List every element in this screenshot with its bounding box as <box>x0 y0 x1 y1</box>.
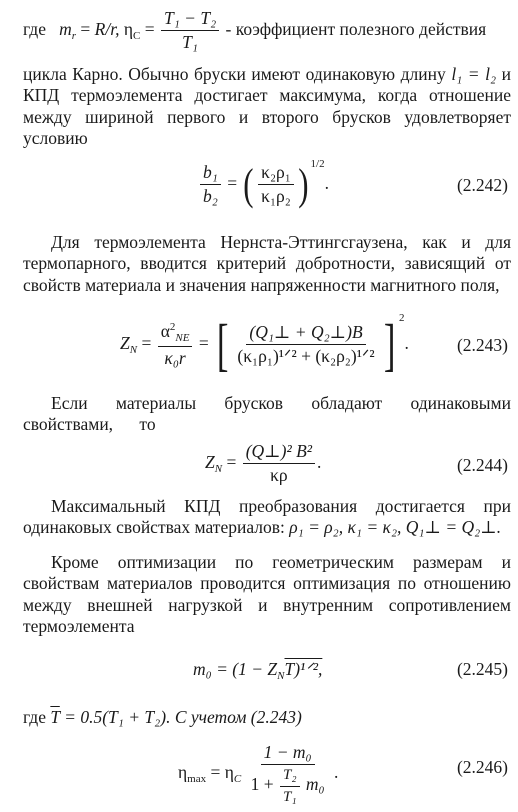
equation-2-246 <box>178 742 338 806</box>
eq-number-2-246: (2.246) <box>456 757 508 777</box>
eq-number-2-242: (2.242) <box>456 175 508 195</box>
eq243-den1: κ₀r <box>164 348 186 369</box>
eq244-num: (Q⊥)² B² <box>243 441 315 464</box>
eq242-rhs <box>258 162 294 208</box>
mr-definition: R/r, <box>94 18 120 39</box>
eq242-rhs-num: κ₂ρ₁ <box>258 162 294 185</box>
eq246-inner-den: T₁ <box>282 788 297 805</box>
eq-number-2-244: (2.244) <box>456 455 508 475</box>
para6-def: = 0.5(T₁ + T₂). С учетом (2.243) <box>59 707 302 727</box>
equation-2-245 <box>193 659 322 683</box>
para6-tbar: $\overline{T}$ <box>50 707 60 727</box>
eq246-den-one: 1 + <box>250 774 274 795</box>
eq243-num2: (Q₁⊥ + Q₂⊥)B <box>246 322 365 345</box>
para1-line1: где $m_r = R/r$, $\eta_C$ = $\frac{\text{T₁ − T₂}}{\text{T₁}}$ - коэффициент полезного действия <box>23 8 487 53</box>
eq243-frac2 <box>234 322 377 368</box>
right-bracket: ] <box>383 311 396 377</box>
carnot-fraction <box>161 8 219 54</box>
eq245-tail: T)¹ᐟ², <box>284 659 323 679</box>
para1-tail: КПД термоэлемента достигает максимума, когда отношение между шириной первого и второго брусков удовлетворяет условию <box>23 85 511 149</box>
left-paren: ( <box>243 159 254 209</box>
para3: Если материалы брусков обладают одинаковыми свойствами, то <box>23 393 511 435</box>
eq244-frac <box>243 441 315 487</box>
para5: Кроме оптимизации по геометрическим размерам и свойствам материалов проводится оптимизация по отношению между внешней нагрузкой и внутренним сопротивлением термоэлемента <box>23 552 511 637</box>
eq246-inner-frac <box>280 766 300 806</box>
eq244-den: κρ <box>270 465 288 486</box>
eq246-eta: η <box>178 761 188 782</box>
eq243-power: 2 <box>398 312 405 324</box>
para2: Для термоэлемента Нернста-Эттингсгаузена, как и для термопарного, вводится критерий добротности, зависящий от свойств материала и значения напряженности магнитного поля, <box>23 232 511 295</box>
eq243-Z: Z <box>120 333 130 353</box>
eq245-expr: m₀ = (1 − Z <box>193 659 278 679</box>
right-paren: ) <box>298 159 309 209</box>
eq246-eta-sub: max <box>187 772 207 785</box>
word-and: и <box>501 64 512 84</box>
para6 <box>23 707 302 728</box>
eq246-num: 1 − m₀ <box>261 742 315 765</box>
eq243-alpha: α <box>160 320 170 341</box>
para1-after-frac: - коэффициент полезного действия <box>225 18 487 39</box>
para6-where: где <box>23 707 46 727</box>
eq244-Z: Z <box>205 451 215 472</box>
eq246-frac <box>248 742 328 806</box>
left-bracket: [ <box>216 311 229 377</box>
eq242-power: 1/2 <box>310 158 325 170</box>
equation-2-244: $Z_N$ = $\frac{\text{(Q⊥)² B²}}{\kappa\rho}$ . <box>205 441 322 486</box>
eq246-dot: . <box>334 761 339 782</box>
word-where: где <box>23 18 46 39</box>
para4-text: Максимальный КПД преобразования достигается при одинаковых свойствах материалов: <box>23 496 511 538</box>
eq243-alpha-sub: NE <box>175 331 190 344</box>
eq244-Z-sub: N <box>214 462 223 475</box>
para4 <box>23 496 511 539</box>
carnot-frac-den: T₁ <box>182 32 198 53</box>
eq243-alpha-sup: 2 <box>169 320 176 333</box>
eq246-eq: = η <box>210 761 234 782</box>
equation-2-243: $Z_N$ = $\frac{\alpha^2_{NE}}{\text{κ₀r}}$ = [ $\frac{\text{(Q₁⊥ + Q₂⊥)B}}{\text{(κ₁ρ₁)¹ᐟ² + (κ₂ρ₂)¹ᐟ²}}$ ] $^2$. <box>120 311 409 377</box>
eta-symbol: η <box>123 18 133 39</box>
para1-rest <box>23 64 511 149</box>
eq-number-2-245: (2.245) <box>456 659 508 679</box>
eq243-frac1 <box>158 321 193 370</box>
eq242-lhs-num: b₁ <box>200 162 221 185</box>
eq242-lhs <box>200 162 221 208</box>
eq245-sub: N <box>277 670 285 682</box>
eq246-inner-num: T₂ <box>280 766 300 786</box>
eq242-lhs-den: b₂ <box>203 186 218 207</box>
eq246-eq-sub: C <box>233 772 242 785</box>
l1-eq-l2: l₁ = l₂ <box>451 64 497 84</box>
eq243-Z-sub: N <box>129 344 138 356</box>
eq-number-2-243: (2.243) <box>456 335 508 355</box>
para4-math: ρ₁ = ρ₂, κ₁ = κ₂, Q₁⊥ = Q₂⊥. <box>289 517 502 538</box>
eq243-den2: (κ₁ρ₁)¹ᐟ² + (κ₂ρ₂)¹ᐟ² <box>237 346 375 367</box>
eq242-rhs-den: κ₁ρ₂ <box>261 186 291 207</box>
eq246-den-m: m₀ <box>305 774 325 795</box>
para1-line2-text: цикла Карно. Обычно бруски имеют одинаковую длину <box>23 64 446 84</box>
equation-2-242: $\frac{\text{b₁}}{\text{b₂}}$ = ( $\frac{\text{κ₂ρ₁}}{\text{κ₁ρ₂}}$ ) $^{1/2}$. <box>198 158 329 208</box>
carnot-frac-num: T₁ − T₂ <box>161 8 219 31</box>
